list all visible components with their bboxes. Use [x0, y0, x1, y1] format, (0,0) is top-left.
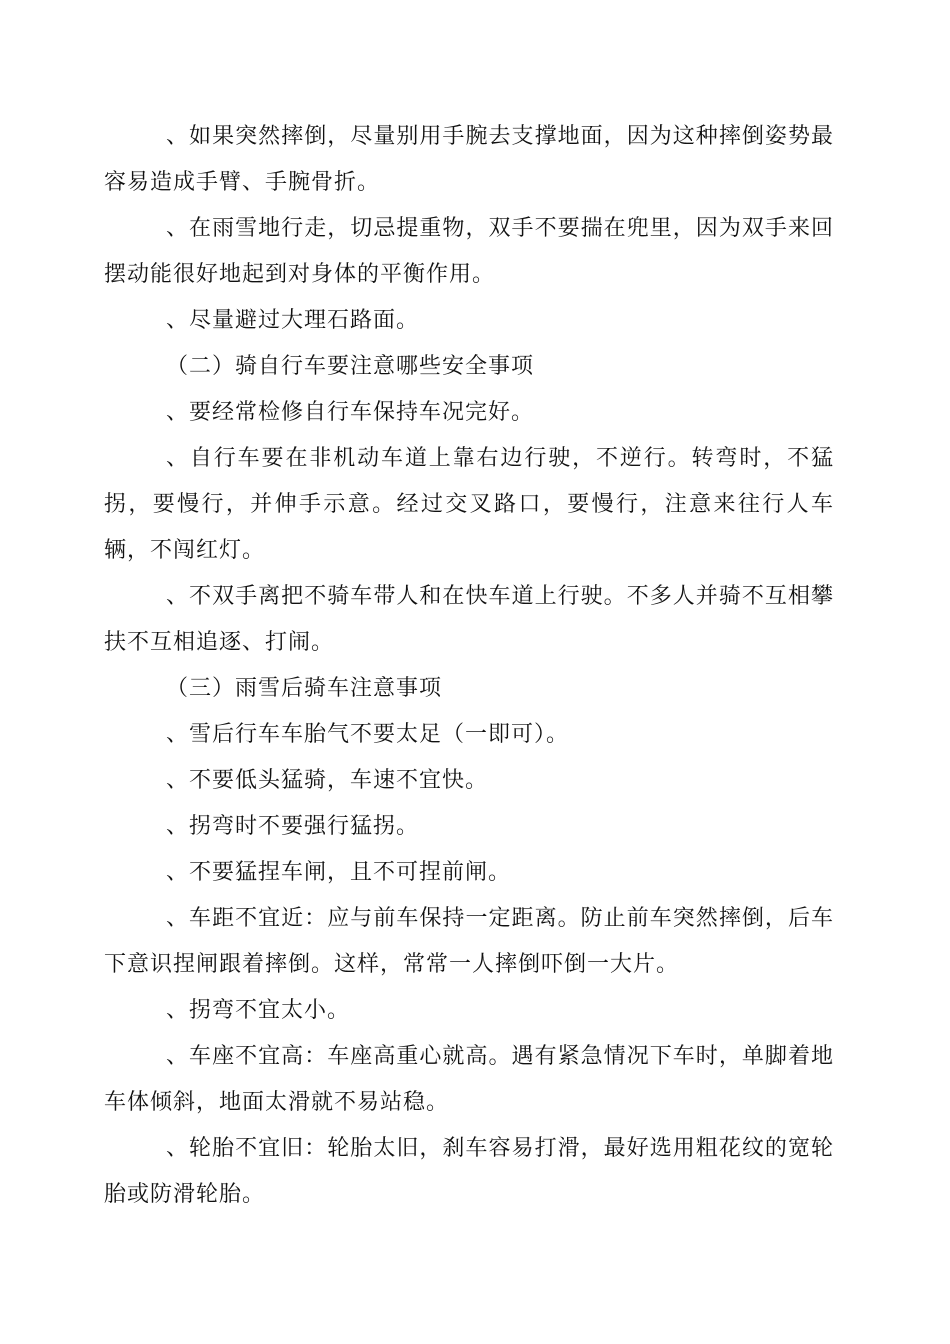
paragraph-marble-road: 、尽量避过大理石路面。	[166, 308, 420, 333]
paragraph-tire-pressure: 、雪后行车车胎气不要太足（一即可）。	[166, 722, 570, 747]
paragraph-bike-lane: 、自行车要在非机动车道上靠右边行驶，不逆行。转弯时，不猛拐，要慢行，并伸手示意。经过交叉路口，要慢行，注意来往行人车辆，不闯红灯。	[104, 446, 834, 563]
paragraph-fall-wrist: 、如果突然摔倒，尽量别用手腕去支撑地面，因为这种摔倒姿势最容易造成手臂、手腕骨折。	[104, 124, 834, 195]
paragraph-speed: 、不要低头猛骑，车速不宜快。	[166, 768, 489, 793]
paragraph-turning: 、拐弯时不要强行猛拐。	[166, 814, 420, 839]
section-heading-bicycle-safety: （二）骑自行车要注意哪些安全事项	[166, 354, 535, 379]
paragraph-turn-radius: 、拐弯不宜太小。	[166, 998, 351, 1023]
paragraph-distance: 、车距不宜近：应与前车保持一定距离。防止前车突然摔倒，后车下意识捏闸跟着摔倒。这样，常常一人摔倒吓倒一大片。	[104, 906, 834, 977]
document-body	[104, 114, 834, 1218]
paragraph-no-hands: 、不双手离把不骑车带人和在快车道上行驶。不多人并骑不互相攀扶不互相追逐、打闹。	[104, 584, 834, 655]
paragraph-old-tires: 、轮胎不宜旧：轮胎太旧，刹车容易打滑，最好选用粗花纹的宽轮胎或防滑轮胎。	[104, 1136, 834, 1207]
section-heading-snow-riding: （三）雨雪后骑车注意事项	[166, 676, 443, 701]
paragraph-brake: 、不要猛捏车闸，且不可捏前闸。	[166, 860, 512, 885]
paragraph-carry-weight: 、在雨雪地行走，切忌提重物，双手不要揣在兜里，因为双手来回摆动能很好地起到对身体的平衡作用。	[104, 216, 834, 287]
paragraph-seat-height: 、车座不宜高：车座高重心就高。遇有紧急情况下车时，单脚着地车体倾斜，地面太滑就不易站稳。	[104, 1044, 834, 1115]
paragraph-bike-maintenance: 、要经常检修自行车保持车况完好。	[166, 400, 535, 425]
